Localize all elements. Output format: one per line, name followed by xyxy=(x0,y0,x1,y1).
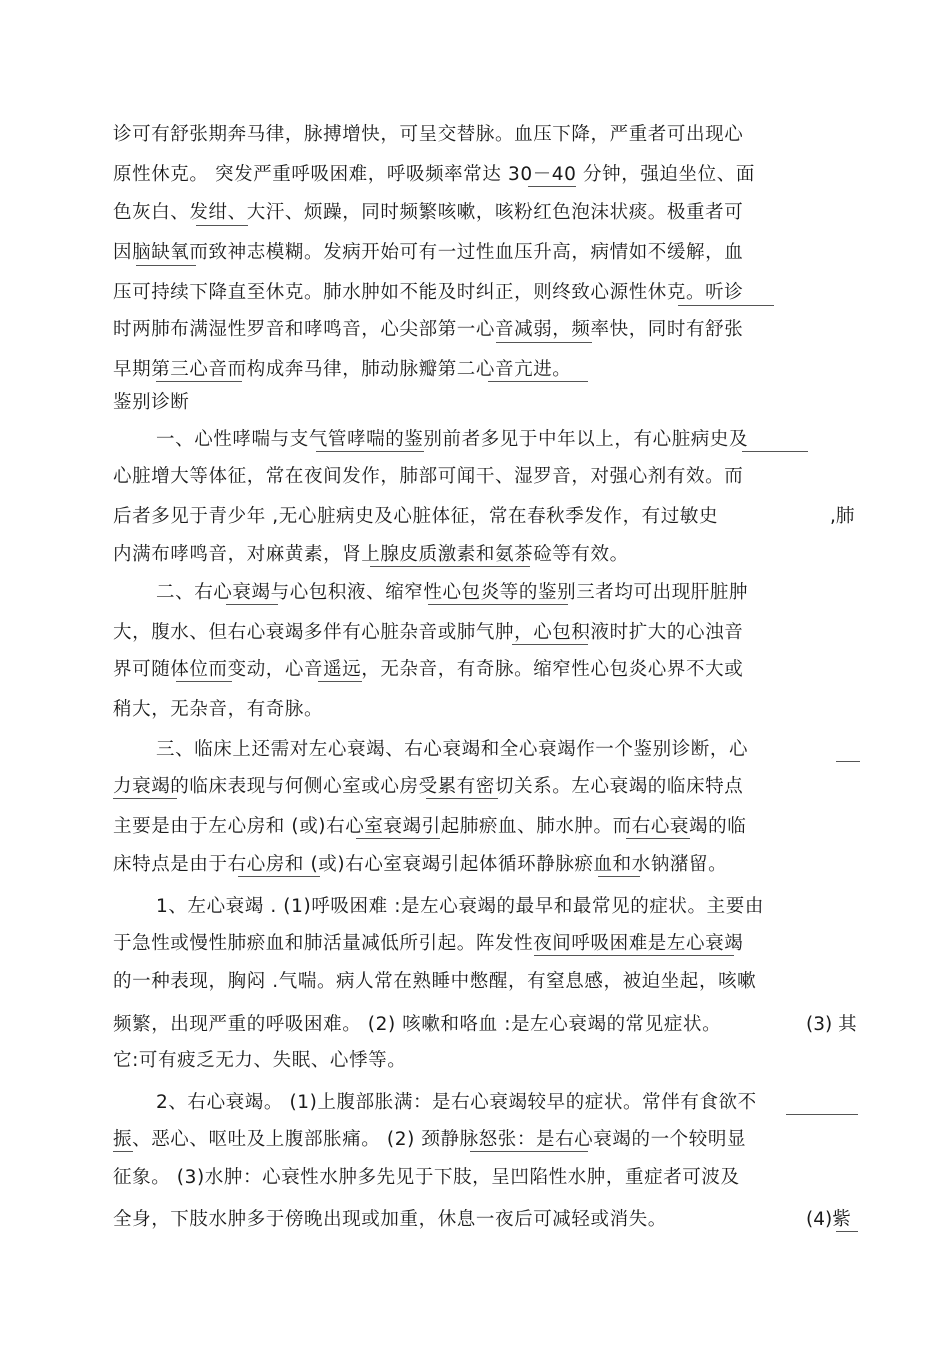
text-line: 心脏增大等体征，常在夜间发作，肺部可闻干、湿罗音，对强心剂有效。而 xyxy=(113,466,744,487)
underline-mark xyxy=(786,1114,858,1115)
underline-mark xyxy=(136,265,196,266)
underline-mark xyxy=(426,798,498,799)
underline-mark xyxy=(626,838,690,839)
underline-mark xyxy=(316,451,424,452)
underline-mark xyxy=(488,381,588,382)
text-line: 主要是由于左心房和 (或)右心室衰竭引起肺瘀血、肺水肿。而右心衰竭的临 xyxy=(113,816,747,837)
text-fragment: ,肺 xyxy=(830,506,855,527)
text-line: 早期第三心音而构成奔马律，肺动脉瓣第二心音亢进。 xyxy=(113,359,572,380)
text-line: 原性休克。 突发严重呼吸困难，呼吸频率常达 30－40 分钟，强迫坐位、面 xyxy=(113,164,755,185)
text-line: 振、恶心、呕吐及上腹部胀痛。 (2) 颈静脉怒张：是右心衰竭的一个较明显 xyxy=(113,1129,747,1150)
underline-mark xyxy=(428,604,568,605)
text-line: 全身，下肢水肿多于傍晚出现或加重，休息一夜后可减轻或消失。 xyxy=(113,1209,667,1230)
text-fragment: (4)紫 xyxy=(806,1209,851,1230)
text-line: 三、临床上还需对左心衰竭、右心衰竭和全心衰竭作一个鉴别诊断，心 xyxy=(156,739,749,760)
text-line: 床特点是由于右心房和 (或)右心室衰竭引起体循环静脉瘀血和水钠潴留。 xyxy=(113,854,728,875)
underline-mark xyxy=(512,644,588,645)
text-fragment: (3) 其 xyxy=(806,1014,857,1035)
text-line: 2、右心衰竭。 (1)上腹部胀满：是右心衰竭较早的症状。常伴有食欲不 xyxy=(156,1092,757,1113)
text-line: 色灰白、发绀、大汗、烦躁，同时频繁咳嗽，咳粉红色泡沫状痰。极重者可 xyxy=(113,202,744,223)
underline-mark xyxy=(678,305,774,306)
underline-mark xyxy=(496,342,592,343)
text-line: 内满布哮鸣音，对麻黄素，肾上腺皮质激素和氨茶硷等有效。 xyxy=(113,544,629,565)
underline-mark xyxy=(176,681,232,682)
underline-mark xyxy=(598,876,640,877)
underline-mark xyxy=(318,681,362,682)
text-line: 一、心性哮喘与支气管哮喘的鉴别前者多见于中年以上，有心脏病史及 xyxy=(156,429,749,450)
text-line: 频繁，出现严重的呼吸困难。 (2) 咳嗽和咯血 :是左心衰竭的常见症状。 xyxy=(113,1014,722,1035)
text-line: 大，腹水、但右心衰竭多伴有心脏杂音或肺气肿，心包积液时扩大的心浊音 xyxy=(113,622,744,643)
underline-mark xyxy=(113,798,177,799)
underline-mark xyxy=(356,838,440,839)
underline-mark xyxy=(742,451,808,452)
text-line: 征象。 (3)水肿：心衰性水肿多先见于下肢，呈凹陷性水肿，重症者可波及 xyxy=(113,1167,740,1188)
underline-mark xyxy=(528,186,576,187)
text-line: 界可随体位而变动，心音遥远，无杂音，有奇脉。缩窄性心包炎心界不大或 xyxy=(113,659,744,680)
text-line: 稍大，无杂音，有奇脉。 xyxy=(113,699,324,720)
underline-mark xyxy=(836,761,860,762)
underline-mark xyxy=(113,1151,133,1152)
text-line: 它:可有疲乏无力、失眠、心悸等。 xyxy=(113,1050,407,1071)
underline-mark xyxy=(196,225,248,226)
text-line: 二、右心衰竭与心包积液、缩窄性心包炎等的鉴别三者均可出现肝脏肿 xyxy=(156,582,749,603)
underline-mark xyxy=(836,1231,858,1232)
text-line: 1、左心衰竭 . (1)呼吸困难 :是左心衰竭的最早和最常见的症状。主要由 xyxy=(156,896,764,917)
underline-mark xyxy=(470,1151,588,1152)
text-line: 因脑缺氧而致神志模糊。发病开始可有一过性血压升高，病情如不缓解，血 xyxy=(113,242,744,263)
underline-mark xyxy=(156,381,242,382)
underline-mark xyxy=(238,876,320,877)
text-line: 的一种表现，胸闷 .气喘。病人常在熟睡中憋醒，有窒息感，被迫坐起，咳嗽 xyxy=(113,971,757,992)
section-heading: 鉴别诊断 xyxy=(113,392,190,413)
text-line: 压可持续下降直至休克。肺水肿如不能及时纠正，则终致心源性休克。听诊 xyxy=(113,282,744,303)
text-line: 时两肺布满湿性罗音和哮鸣音，心尖部第一心音减弱，频率快，同时有舒张 xyxy=(113,319,744,340)
text-line: 力衰竭的临床表现与何侧心室或心房受累有密切关系。左心衰竭的临床特点 xyxy=(113,776,744,797)
text-line: 诊可有舒张期奔马律，脉搏增快，可呈交替脉。血压下降，严重者可出现心 xyxy=(113,124,744,145)
underline-mark xyxy=(226,604,278,605)
text-line: 于急性或慢性肺瘀血和肺活量减低所引起。阵发性夜间呼吸困难是左心衰竭 xyxy=(113,933,744,954)
underline-mark xyxy=(534,955,734,956)
text-line: 后者多见于青少年 ,无心脏病史及心脏体征，常在春秋季发作，有过敏史 xyxy=(113,506,719,527)
underline-mark xyxy=(370,566,530,567)
